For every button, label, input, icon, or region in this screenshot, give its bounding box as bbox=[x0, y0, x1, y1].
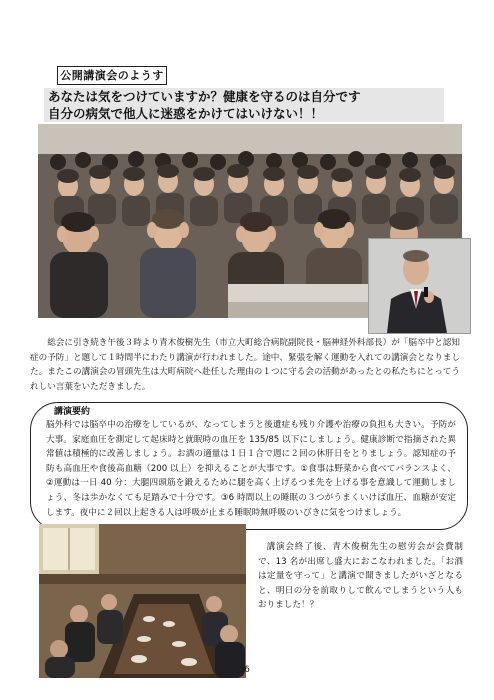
headline-line-2: 自分の病気で他人に迷惑をかけてはいけない！！ bbox=[48, 106, 324, 121]
intro-paragraph: 総会に引き続き午後３時より青木俊樹先生（市立大町総合病院副院長・脳神経外科部長）が「脳卒中と認知症の予防」と題して１時間半にわたり講演が行われました。途中、緊張を解く運動を入れての講演会となりました。またこの講演会の冒頭先生は大町病院へ赴任した理由の１つに守る会の活動があったとの私たちにとってうれしい言葉をいただきました。 bbox=[30, 338, 460, 392]
page-number: 6 bbox=[244, 665, 250, 675]
headline-banner bbox=[44, 88, 444, 122]
dinner-party-photo bbox=[39, 524, 246, 678]
summary-label: 講演要約 bbox=[52, 404, 92, 417]
section-label: 公開講演会のようす bbox=[57, 66, 167, 85]
summary-text: 脳外科では脳卒中の治療をしているが、なってしまうと後遺症も残り介護や治療の負担も大きい。予防が大事。家庭血圧を測定して起床時と就眠時の血圧を 135/85 以下にしましょう。健康診断で指摘された異常値は積極的に改善しましょう。お酒の適量は１日１合で週に２回の休肝日をとりましょう。認知症の予防も高血圧や食後高血糖（200 以上）を抑えることが大事です。①食事は野菜から食べてバランスよく、②運動は一日 40 分：大腿四頭筋を鍛えるために腿を高く上げるつま先を上げる事を意識して運動しましょう、冬は歩かなくても足踏みで十分です。③6 時間以上の睡眠の３つがうまくいけば血圧、血糖が安定します。夜中に２回以上起きる人は呼吸が止まる睡眠時無呼吸のいびきに気をつけましょう。 bbox=[46, 420, 456, 518]
speaker-illustration bbox=[369, 239, 470, 333]
after-party-paragraph: 講演会終了後、青木俊樹先生の慰労会が会費制で、13 名が出席し盛大におこなわれました。「お酒は定量を守って」と講演で聞きましたがいざとなると、明日の分を前取りして飲んでしまうという人もおりました！？ bbox=[258, 542, 463, 611]
speaker-photo bbox=[368, 238, 471, 334]
dinner-illustration bbox=[39, 524, 246, 678]
headline-line-1: あなたは気をつけていますか？健康を守るのは自分です bbox=[48, 89, 361, 104]
